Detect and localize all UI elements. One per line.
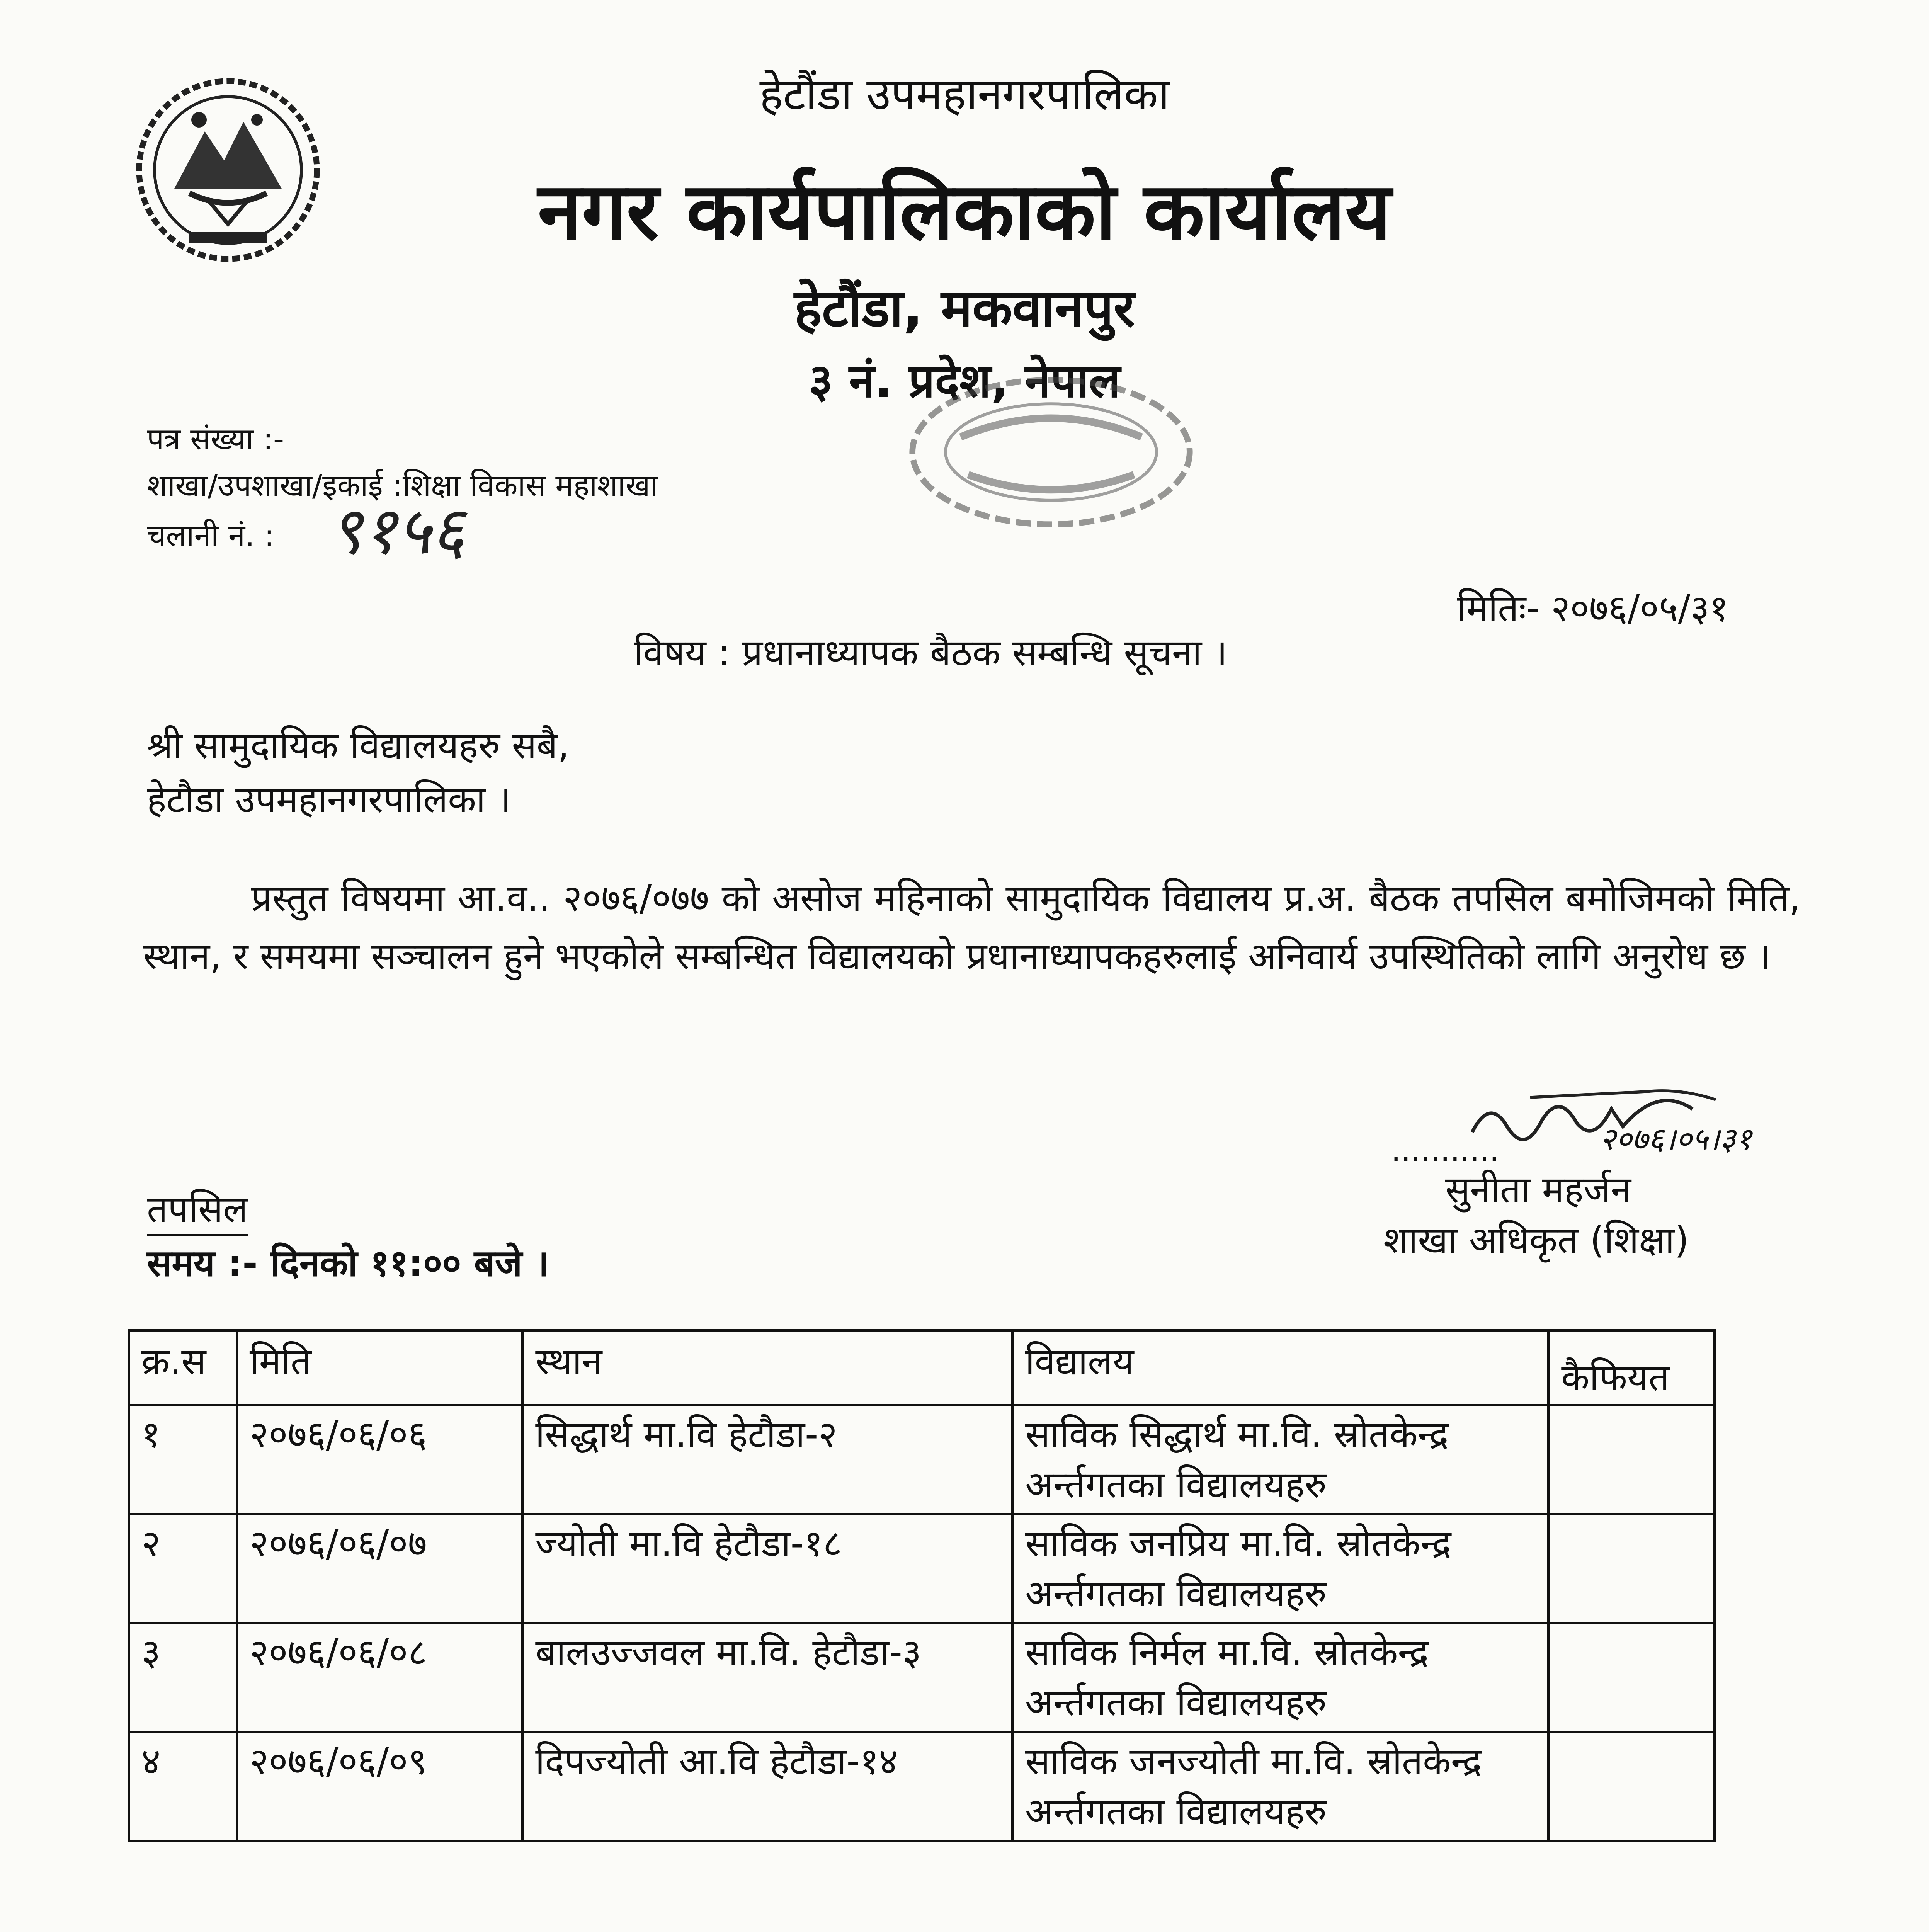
cell-date: २०७६/०६/०९ [237,1732,522,1841]
meeting-time: समय :- दिनको ११:०० बजे । [147,1242,549,1285]
office-title: नगर कार्यपालिकाको कार्यालय [538,166,1391,258]
cell-school: साविक सिद्धार्थ मा.वि. स्रोतकेन्द्र अर्न्तगतका विद्यालयहरु [1012,1405,1548,1514]
cell-date: २०७६/०६/०६ [237,1405,522,1514]
office-stamp [900,367,1202,537]
signatory-name: सुनीता महर्जन [1445,1169,1631,1211]
schedule-table [128,1329,1716,1842]
schedule-label: तपसिल [147,1182,248,1236]
signature-date: २०७६।०५।३१ [1600,1121,1752,1157]
cell-sn: ४ [129,1732,237,1841]
department-line: शाखा/उपशाखा/इकाई :शिक्षा विकास महाशाखा [147,468,658,503]
cell-sn: १ [129,1405,237,1514]
letter-number-label: पत्र संख्या :- [147,422,284,457]
col-header-venue: स्थान [522,1330,1012,1405]
col-header-sn: क्र.स [129,1330,237,1405]
col-header-date: मिति [237,1330,522,1405]
cell-venue: बालउज्जवल मा.वि. हेटौडा-३ [522,1623,1012,1732]
col-header-remarks: कैफियत [1548,1330,1715,1405]
cell-remarks [1548,1514,1715,1623]
cell-remarks [1548,1405,1715,1514]
org-name: हेटौंडा उपमहानगरपालिका [759,68,1170,120]
cell-venue: दिपज्योती आ.वि हेटौडा-१४ [522,1732,1012,1841]
cc-label [120,1928,215,1932]
cell-school: साविक जनज्योती मा.वि. स्रोतकेन्द्र अर्न्तगतका विद्यालयहरु [1012,1732,1548,1841]
signatory-post: शाखा अधिकृत (शिक्षा) [1383,1219,1689,1262]
cell-school: साविक निर्मल मा.वि. स्रोतकेन्द्र अर्न्तगतका विद्यालयहरु [1012,1623,1548,1732]
cell-sn: ३ [129,1623,237,1732]
dispatch-number-handwritten: ९१५६ [328,493,465,569]
cell-venue: सिद्धार्थ मा.वि हेटौडा-२ [522,1405,1012,1514]
table-row [129,1732,1715,1841]
table-row [129,1405,1715,1514]
letter-date: मितिः- २०७६/०५/३१ [1457,587,1729,630]
letter-subject: विषय : प्रधानाध्यापक बैठक सम्बन्धि सूचना । [634,632,1228,674]
letter-body: प्रस्तुत विषयमा आ.व.. २०७६/०७७ को असोज महिनाको सामुदायिक विद्यालय प्र.अ. बैठक तपसिल बमोजिमको मिति, स्थान, र समयमा सञ्चालन हुने भएकोले सम्बन्धित विद्यालयको प्रधानाध्यापकहरुलाई अनिवार्य उपस्थितिको लागि अनुरोध छ । [143,877,1801,978]
signature-dots: ........... [1391,1132,1499,1168]
addressee-line-2: हेटौडा उपमहानगरपालिका । [147,779,511,821]
table-row [129,1514,1715,1623]
cell-remarks [1548,1623,1715,1732]
office-location: हेटौंडा, मकवानपुर [794,278,1135,338]
cell-date: २०७६/०६/०८ [237,1623,522,1732]
table-row [129,1623,1715,1732]
cell-remarks [1548,1732,1715,1841]
cell-venue: ज्योती मा.वि हेटौडा-१८ [522,1514,1012,1623]
addressee-line-1: श्री सामुदायिक विद्यालयहरु सबै, [147,724,570,767]
table-header-row [129,1330,1715,1405]
cell-sn: २ [129,1514,237,1623]
col-header-school: विद्यालय [1012,1330,1548,1405]
cell-date: २०७६/०६/०७ [237,1514,522,1623]
cell-school: साविक जनप्रिय मा.वि. स्रोतकेन्द्र अर्न्तगतका विद्यालयहरु [1012,1514,1548,1623]
dispatch-number-label: चलानी नं. : [147,519,275,553]
province-country: ३ नं. प्रदेश, नेपाल [808,354,1121,408]
